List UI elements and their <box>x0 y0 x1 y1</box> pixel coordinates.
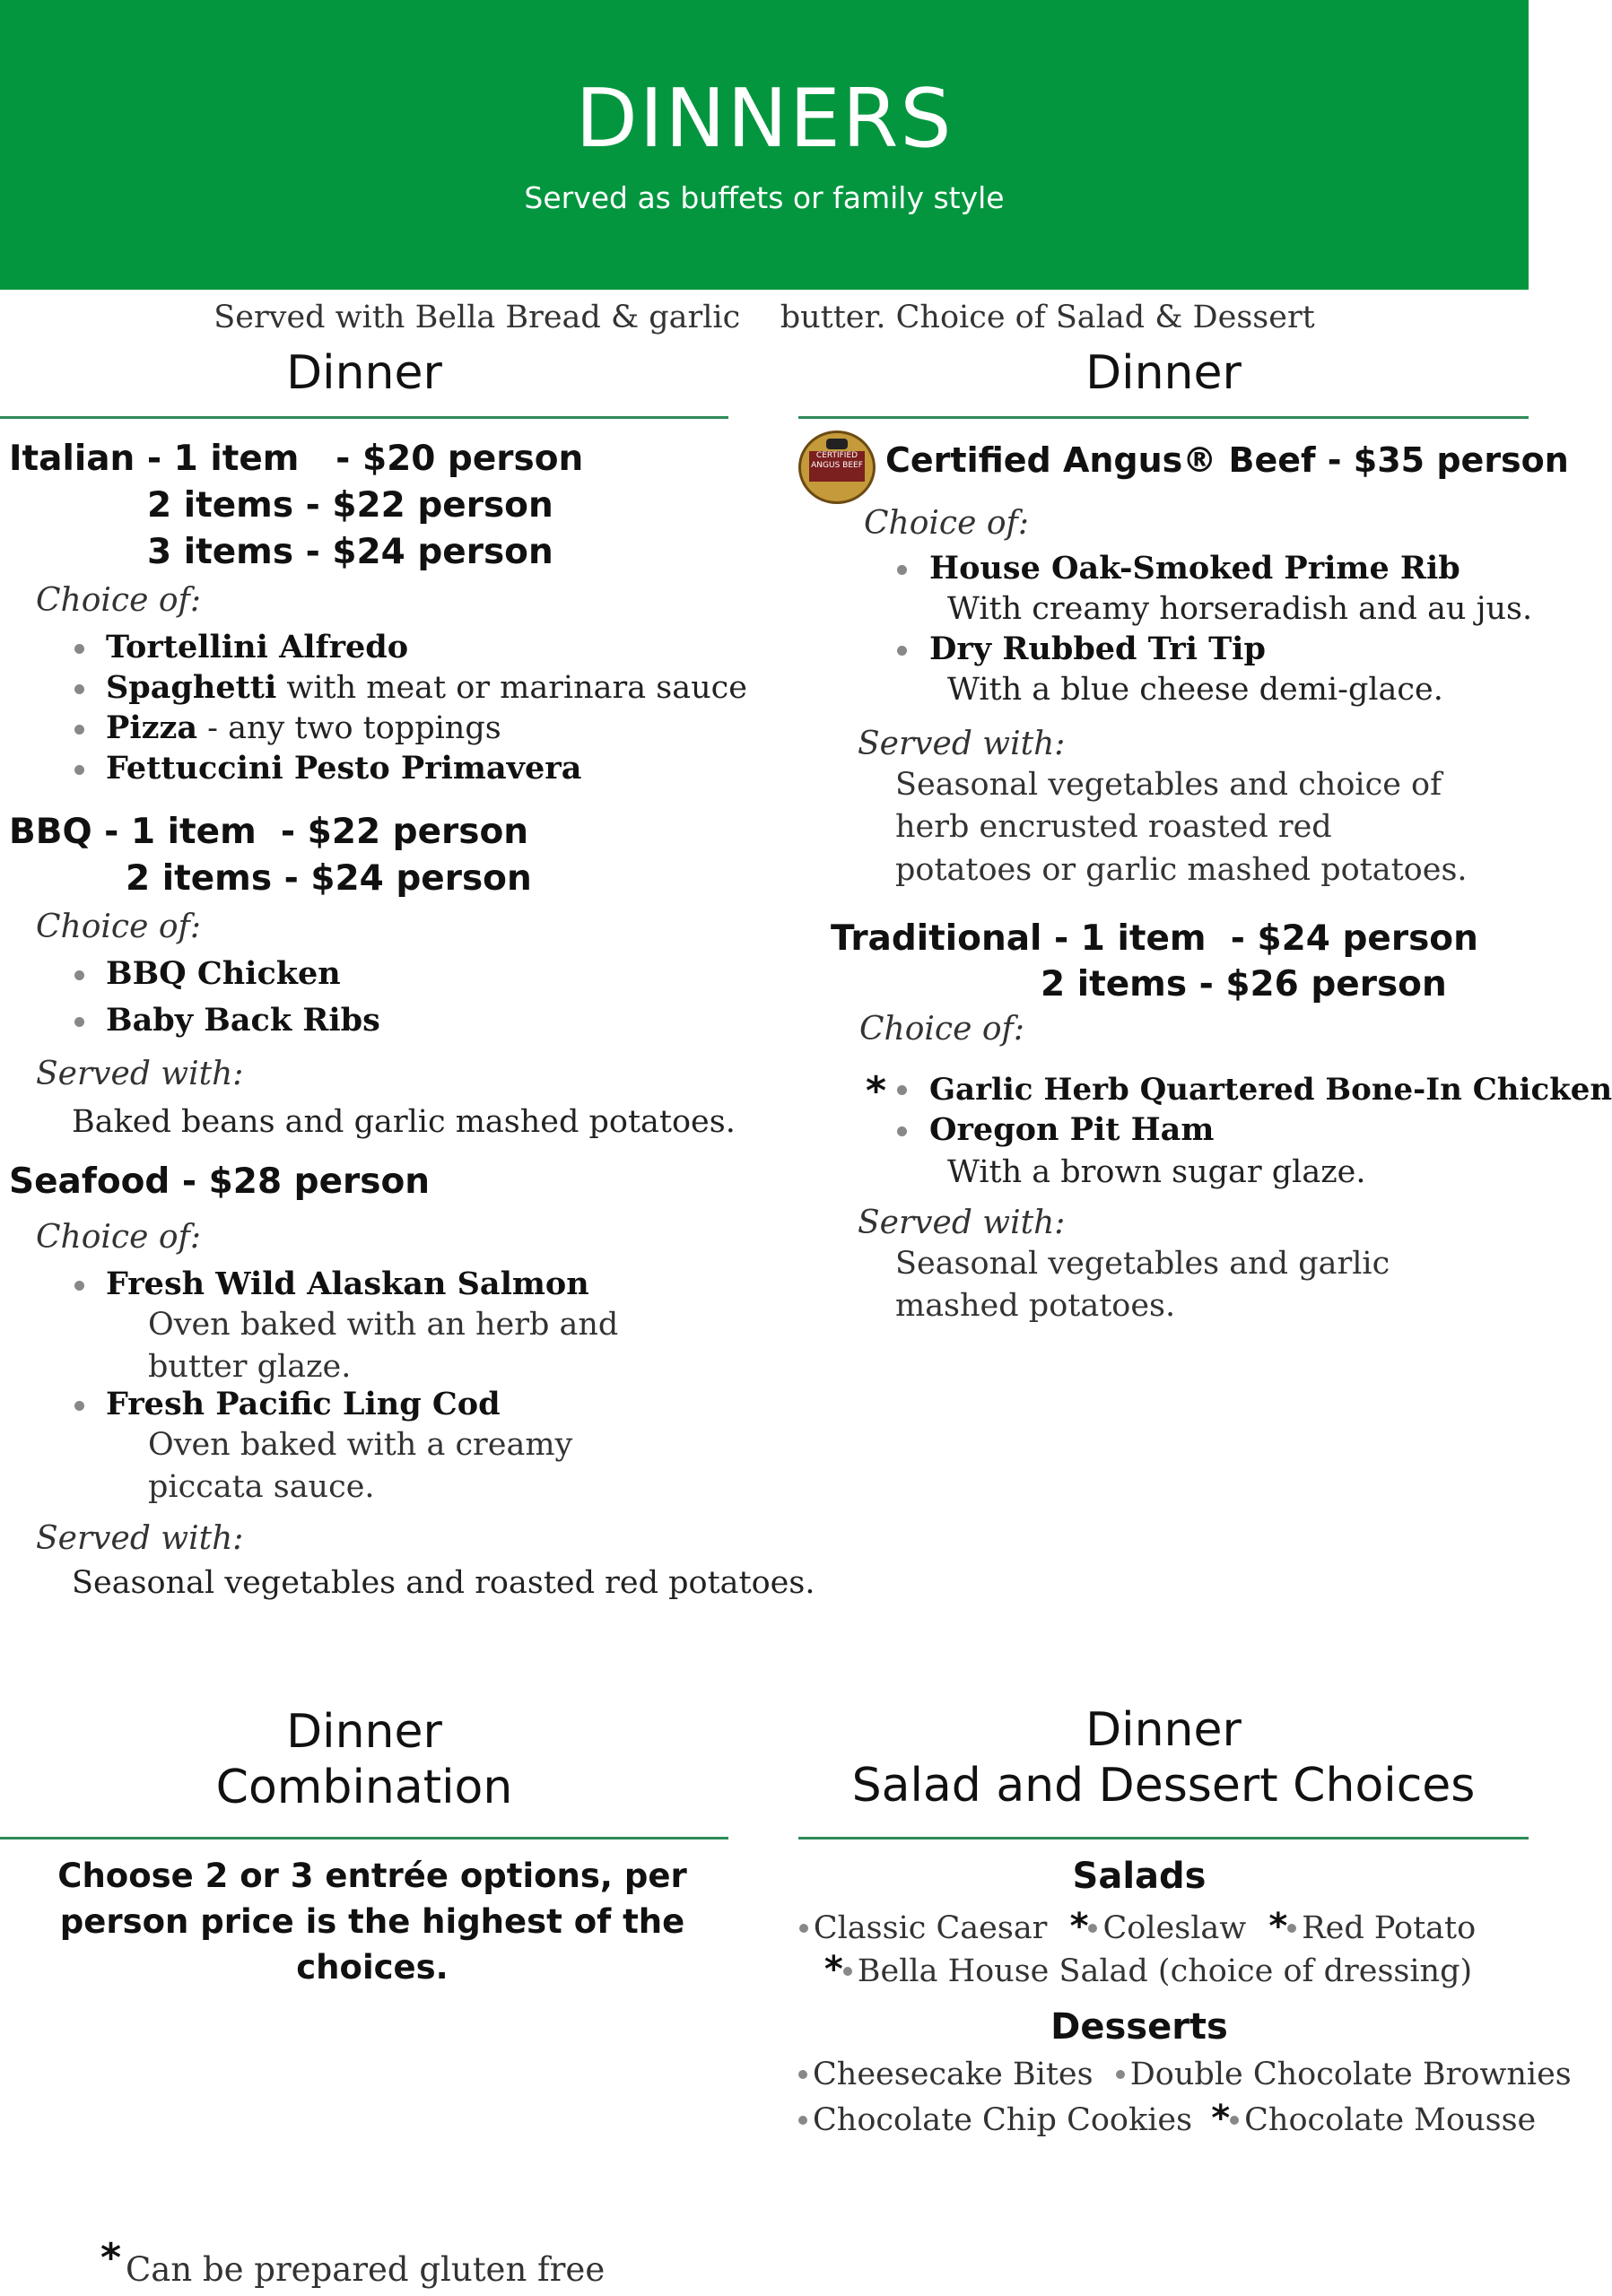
intro-line: Served with Bella Bread & garlic butter. Choice of Salad & Dessert <box>213 300 1315 335</box>
left-divider <box>0 416 728 419</box>
italian-choice-label: Choice of: <box>36 582 201 619</box>
bullet <box>897 1085 907 1095</box>
seafood-served-label: Served with: <box>36 1520 244 1557</box>
bullet <box>1230 2116 1239 2125</box>
bullet <box>843 1967 852 1976</box>
salads-line-2 <box>807 1949 1489 1990</box>
choices-title-line2: Salad and Dessert Choices <box>851 1759 1476 1813</box>
bullet <box>74 970 84 980</box>
combination-divider <box>0 1837 728 1839</box>
salad-item: Coleslaw <box>1102 1910 1247 1946</box>
traditional-item-name: Oregon Pit Ham <box>929 1111 1215 1148</box>
bbq-item: Baby Back Ribs <box>106 1002 380 1039</box>
bbq-heading: BBQ - 1 item - $22 person <box>9 812 529 852</box>
bullet <box>897 565 907 575</box>
seafood-choice-label: Choice of: <box>36 1219 201 1256</box>
bullet <box>799 1924 808 1933</box>
right-section-title: Dinner <box>1085 346 1242 400</box>
certified-angus-beef-logo <box>798 430 876 504</box>
traditional-served-label: Served with: <box>858 1205 1066 1241</box>
italian-item: Tortellini Alfredo <box>106 629 409 665</box>
gluten-free-star-icon: * <box>100 2235 122 2281</box>
bullet <box>1088 1924 1097 1933</box>
italian-item: Fettuccini Pesto Primavera <box>106 750 582 787</box>
traditional-item-name: Garlic Herb Quartered Bone-In Chicken <box>929 1072 1612 1108</box>
bullet <box>798 2070 807 2079</box>
angus-item-desc: With a blue cheese demi-glace. <box>947 672 1443 708</box>
salads-line-1 <box>797 1906 1478 1947</box>
angus-item-desc: With creamy horseradish and au jus. <box>947 591 1533 627</box>
angus-served-label: Served with: <box>858 726 1066 762</box>
salad-item: Classic Caesar <box>813 1910 1048 1946</box>
choices-title <box>798 1702 1529 1814</box>
bullet <box>74 725 84 735</box>
cow-icon <box>826 439 848 449</box>
logo-label: CERTIFIED ANGUS BEEF <box>809 451 865 482</box>
gluten-free-star-icon: * <box>866 1068 887 1114</box>
choices-title-line1: Dinner <box>1085 1703 1242 1757</box>
italian-price-3: 3 items - $24 person <box>147 532 553 572</box>
dessert-item: Cheesecake Bites <box>813 2057 1094 2092</box>
angus-choice-label: Choice of: <box>864 505 1029 542</box>
bullet <box>1116 2070 1125 2079</box>
bullet <box>74 1401 84 1411</box>
desserts-line-2 <box>798 2098 1537 2139</box>
seafood-item-desc: Oven baked with a creamy piccata sauce. <box>148 1427 573 1506</box>
salad-item: Bella House Salad (choice of dressing) <box>857 1953 1473 1989</box>
dessert-item: Chocolate Mousse <box>1244 2102 1537 2138</box>
gluten-free-star-icon: * <box>823 1949 843 1990</box>
choices-divider <box>798 1837 1529 1839</box>
angus-served-text: Seasonal vegetables and choice of herb encrusted roasted red potatoes or garlic mashed potatoes. <box>895 767 1468 888</box>
traditional-choice-label: Choice of: <box>859 1011 1024 1048</box>
salads-heading: Salads <box>1072 1856 1207 1897</box>
combination-text: Choose 2 or 3 entrée options, per person price is the highest of the choices. <box>57 1857 687 1987</box>
bullet <box>74 644 84 654</box>
bullet <box>897 646 907 656</box>
angus-item-name: House Oak-Smoked Prime Rib <box>929 550 1460 587</box>
page-title: DINNERS <box>575 72 954 166</box>
combination-title-line2: Combination <box>215 1761 513 1815</box>
seafood-item-name: Fresh Wild Alaskan Salmon <box>106 1265 589 1302</box>
bullet <box>74 765 84 775</box>
salad-item: Red Potato <box>1302 1910 1477 1946</box>
desserts-heading: Desserts <box>1050 2006 1228 2048</box>
italian-heading: Italian - 1 item - $20 person <box>9 439 584 479</box>
traditional-item-desc: With a brown sugar glaze. <box>947 1154 1366 1190</box>
italian-price-2: 2 items - $22 person <box>147 485 553 526</box>
bbq-served-label: Served with: <box>36 1056 244 1092</box>
traditional-heading: Traditional - 1 item - $24 person <box>831 918 1478 959</box>
dessert-item: Chocolate Chip Cookies <box>813 2102 1193 2138</box>
seafood-heading: Seafood - $28 person <box>9 1161 431 1202</box>
bullet <box>74 1017 84 1027</box>
angus-heading: Certified Angus® Beef - $35 person <box>885 440 1569 480</box>
bbq-item: BBQ Chicken <box>106 955 341 992</box>
left-section-title: Dinner <box>286 346 442 400</box>
seafood-served-text: Seasonal vegetables and roasted red potatoes. <box>72 1565 815 1601</box>
bbq-served-text: Baked beans and garlic mashed potatoes. <box>72 1104 736 1140</box>
bullet <box>74 1281 84 1291</box>
traditional-served-text: Seasonal vegetables and garlic mashed potatoes. <box>895 1246 1390 1325</box>
angus-item-name: Dry Rubbed Tri Tip <box>929 631 1266 667</box>
gluten-free-star-icon: * <box>1211 2098 1231 2139</box>
bullet <box>798 2116 807 2125</box>
bbq-choice-label: Choice of: <box>36 909 201 945</box>
gluten-free-star-icon: * <box>1069 1906 1089 1947</box>
gluten-free-footnote: Can be prepared gluten free <box>126 2250 606 2289</box>
gluten-free-star-icon: * <box>1268 1906 1288 1947</box>
combination-title-line1: Dinner <box>286 1705 442 1759</box>
right-divider <box>798 416 1529 419</box>
page-subtitle: Served as buffets or family style <box>524 180 1005 215</box>
combination-title <box>0 1704 728 1816</box>
italian-item: Pizza - any two toppings <box>106 709 501 746</box>
bullet <box>1287 1924 1296 1933</box>
header-banner <box>0 0 1529 290</box>
seafood-item-desc: Oven baked with an herb and butter glaze. <box>148 1307 619 1386</box>
bullet <box>897 1126 907 1136</box>
bullet <box>74 684 84 694</box>
dessert-item: Double Chocolate Brownies <box>1129 2057 1572 2092</box>
traditional-price-2: 2 items - $26 person <box>1041 964 1447 1004</box>
italian-item: Spaghetti with meat or marinara sauce <box>106 669 747 706</box>
seafood-item-name: Fresh Pacific Ling Cod <box>106 1386 501 1422</box>
desserts-line-1 <box>798 2057 1572 2092</box>
bbq-price-2: 2 items - $24 person <box>126 858 532 899</box>
